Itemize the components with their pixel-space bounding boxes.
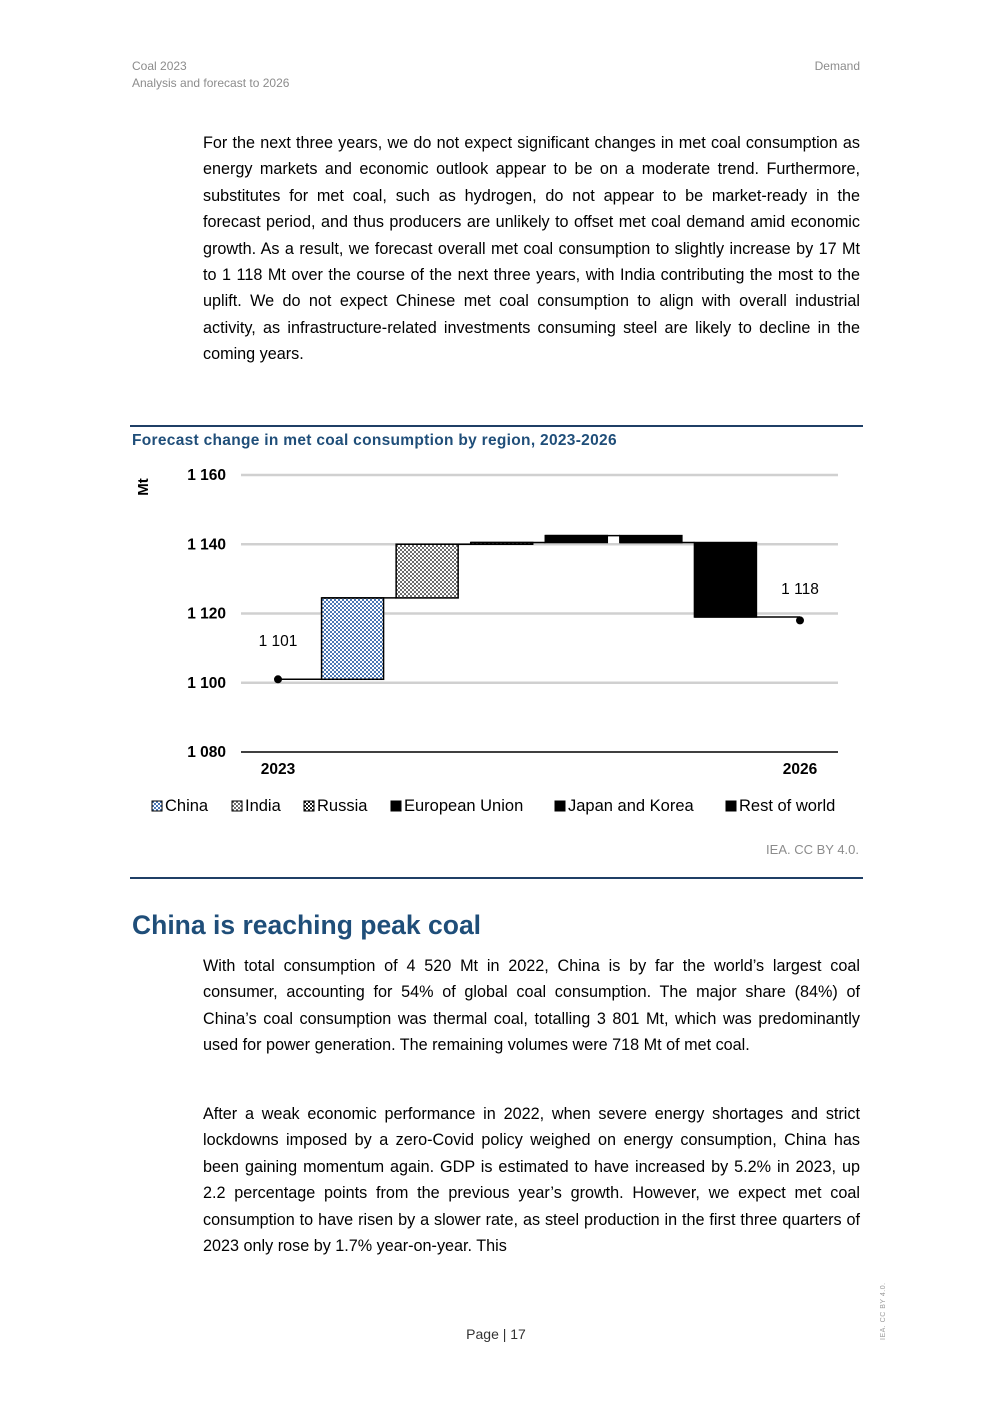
running-header-left <box>132 58 289 92</box>
bar-india <box>396 544 458 598</box>
legend-swatch <box>555 801 565 811</box>
y-tick-label: 1 100 <box>187 674 226 692</box>
legend-swatch <box>152 801 162 811</box>
chart-credit: IEA. CC BY 4.0. <box>766 842 859 857</box>
y-axis-ticks <box>187 467 226 761</box>
report-title: Coal 2023 <box>132 59 187 73</box>
start-value-label: 1 101 <box>258 633 298 650</box>
x-tick-end: 2026 <box>782 761 818 778</box>
y-axis-label: Mt <box>135 478 152 496</box>
start-point-marker <box>274 675 282 683</box>
running-header-section: Demand <box>814 59 860 73</box>
page-number: Page | 17 <box>466 1326 526 1342</box>
end-value-label: 1 118 <box>781 581 819 598</box>
chart-top-rule <box>130 425 863 427</box>
paragraph-met-coal-outlook: For the next three years, we do not expect significant changes in met coal consumption as energy markets and economic outlook appear to be on a moderate trend. Furthermore, substitutes for met coal, such as hydrogen, do not appear to be market-ready in the forecast period, and thus producers are unlikely to offset met coal demand amid economic growth. As a result, we forecast overall met coal consumption to slightly increase by 17 Mt to 1 118 Mt over the course of the next three years, with India contributing the most to the uplift. We do not expect Chinese met coal consumption to align with overall industrial activity, as infrastructure-related investments consuming steel are likely to decline in the coming years. <box>203 134 860 364</box>
section-heading: China is reaching peak coal <box>132 910 482 940</box>
legend-swatch <box>304 801 314 811</box>
legend-item-japan-and-korea <box>555 797 695 815</box>
legend-label: Japan and Korea <box>568 797 694 815</box>
y-tick-label: 1 140 <box>187 536 226 554</box>
bar-rest-of-world <box>694 543 756 617</box>
report-subtitle: Analysis and forecast to 2026 <box>132 76 290 90</box>
legend-label: China <box>165 797 209 815</box>
chart-bottom-rule <box>130 877 863 879</box>
legend-swatch <box>232 801 242 811</box>
legend-swatch <box>391 801 401 811</box>
legend-item-india <box>232 797 282 815</box>
side-license-mark: IEA. CC BY 4.0. <box>880 1282 887 1340</box>
waterfall-bars <box>274 536 804 684</box>
bar-european-union <box>545 536 607 543</box>
bar-japan-and-korea <box>620 536 682 543</box>
end-point-marker <box>796 616 804 624</box>
legend-item-russia <box>304 797 368 815</box>
legend-item-european-union <box>391 797 523 815</box>
chart-title: Forecast change in met coal consumption by region, 2023-2026 <box>132 432 617 449</box>
paragraph-china-consumption: With total consumption of 4 520 Mt in 2022, China is by far the world’s largest coal consumer, accounting for 54% of global coal consumption. The major share (84%) of China’s coal consumption was thermal coal, totalling 3 801 Mt, which was predominantly used for power generation. The remaining volumes were 718 Mt of met coal. <box>203 957 860 1055</box>
paragraph-china-economy: After a weak economic performance in 2022, when severe energy shortages and strict lockdowns imposed by a zero-Covid policy weighed on energy consumption, China has been gaining momentum again. GDP is estimated to have increased by 5.2% in 2023, up 2.2 percentage points from the previous year’s growth. However, we expect met coal consumption to have risen by a slower rate, as steel production in the first three quarters of 2023 only rose by 1.7% year-on-year. This <box>203 1105 860 1256</box>
y-tick-label: 1 080 <box>187 744 226 761</box>
legend-item-china <box>152 797 209 815</box>
legend-swatch <box>726 801 736 811</box>
y-tick-label: 1 120 <box>187 605 226 623</box>
chart-legend <box>152 797 835 815</box>
legend-label: Russia <box>317 797 368 815</box>
y-tick-label: 1 160 <box>187 467 226 484</box>
legend-item-rest-of-world <box>726 797 835 815</box>
legend-label: Rest of world <box>739 797 836 815</box>
waterfall-chart <box>130 455 860 840</box>
bar-china <box>322 598 384 679</box>
x-tick-start: 2023 <box>260 761 296 778</box>
legend-label: European Union <box>404 797 524 815</box>
legend-label: India <box>245 797 281 815</box>
